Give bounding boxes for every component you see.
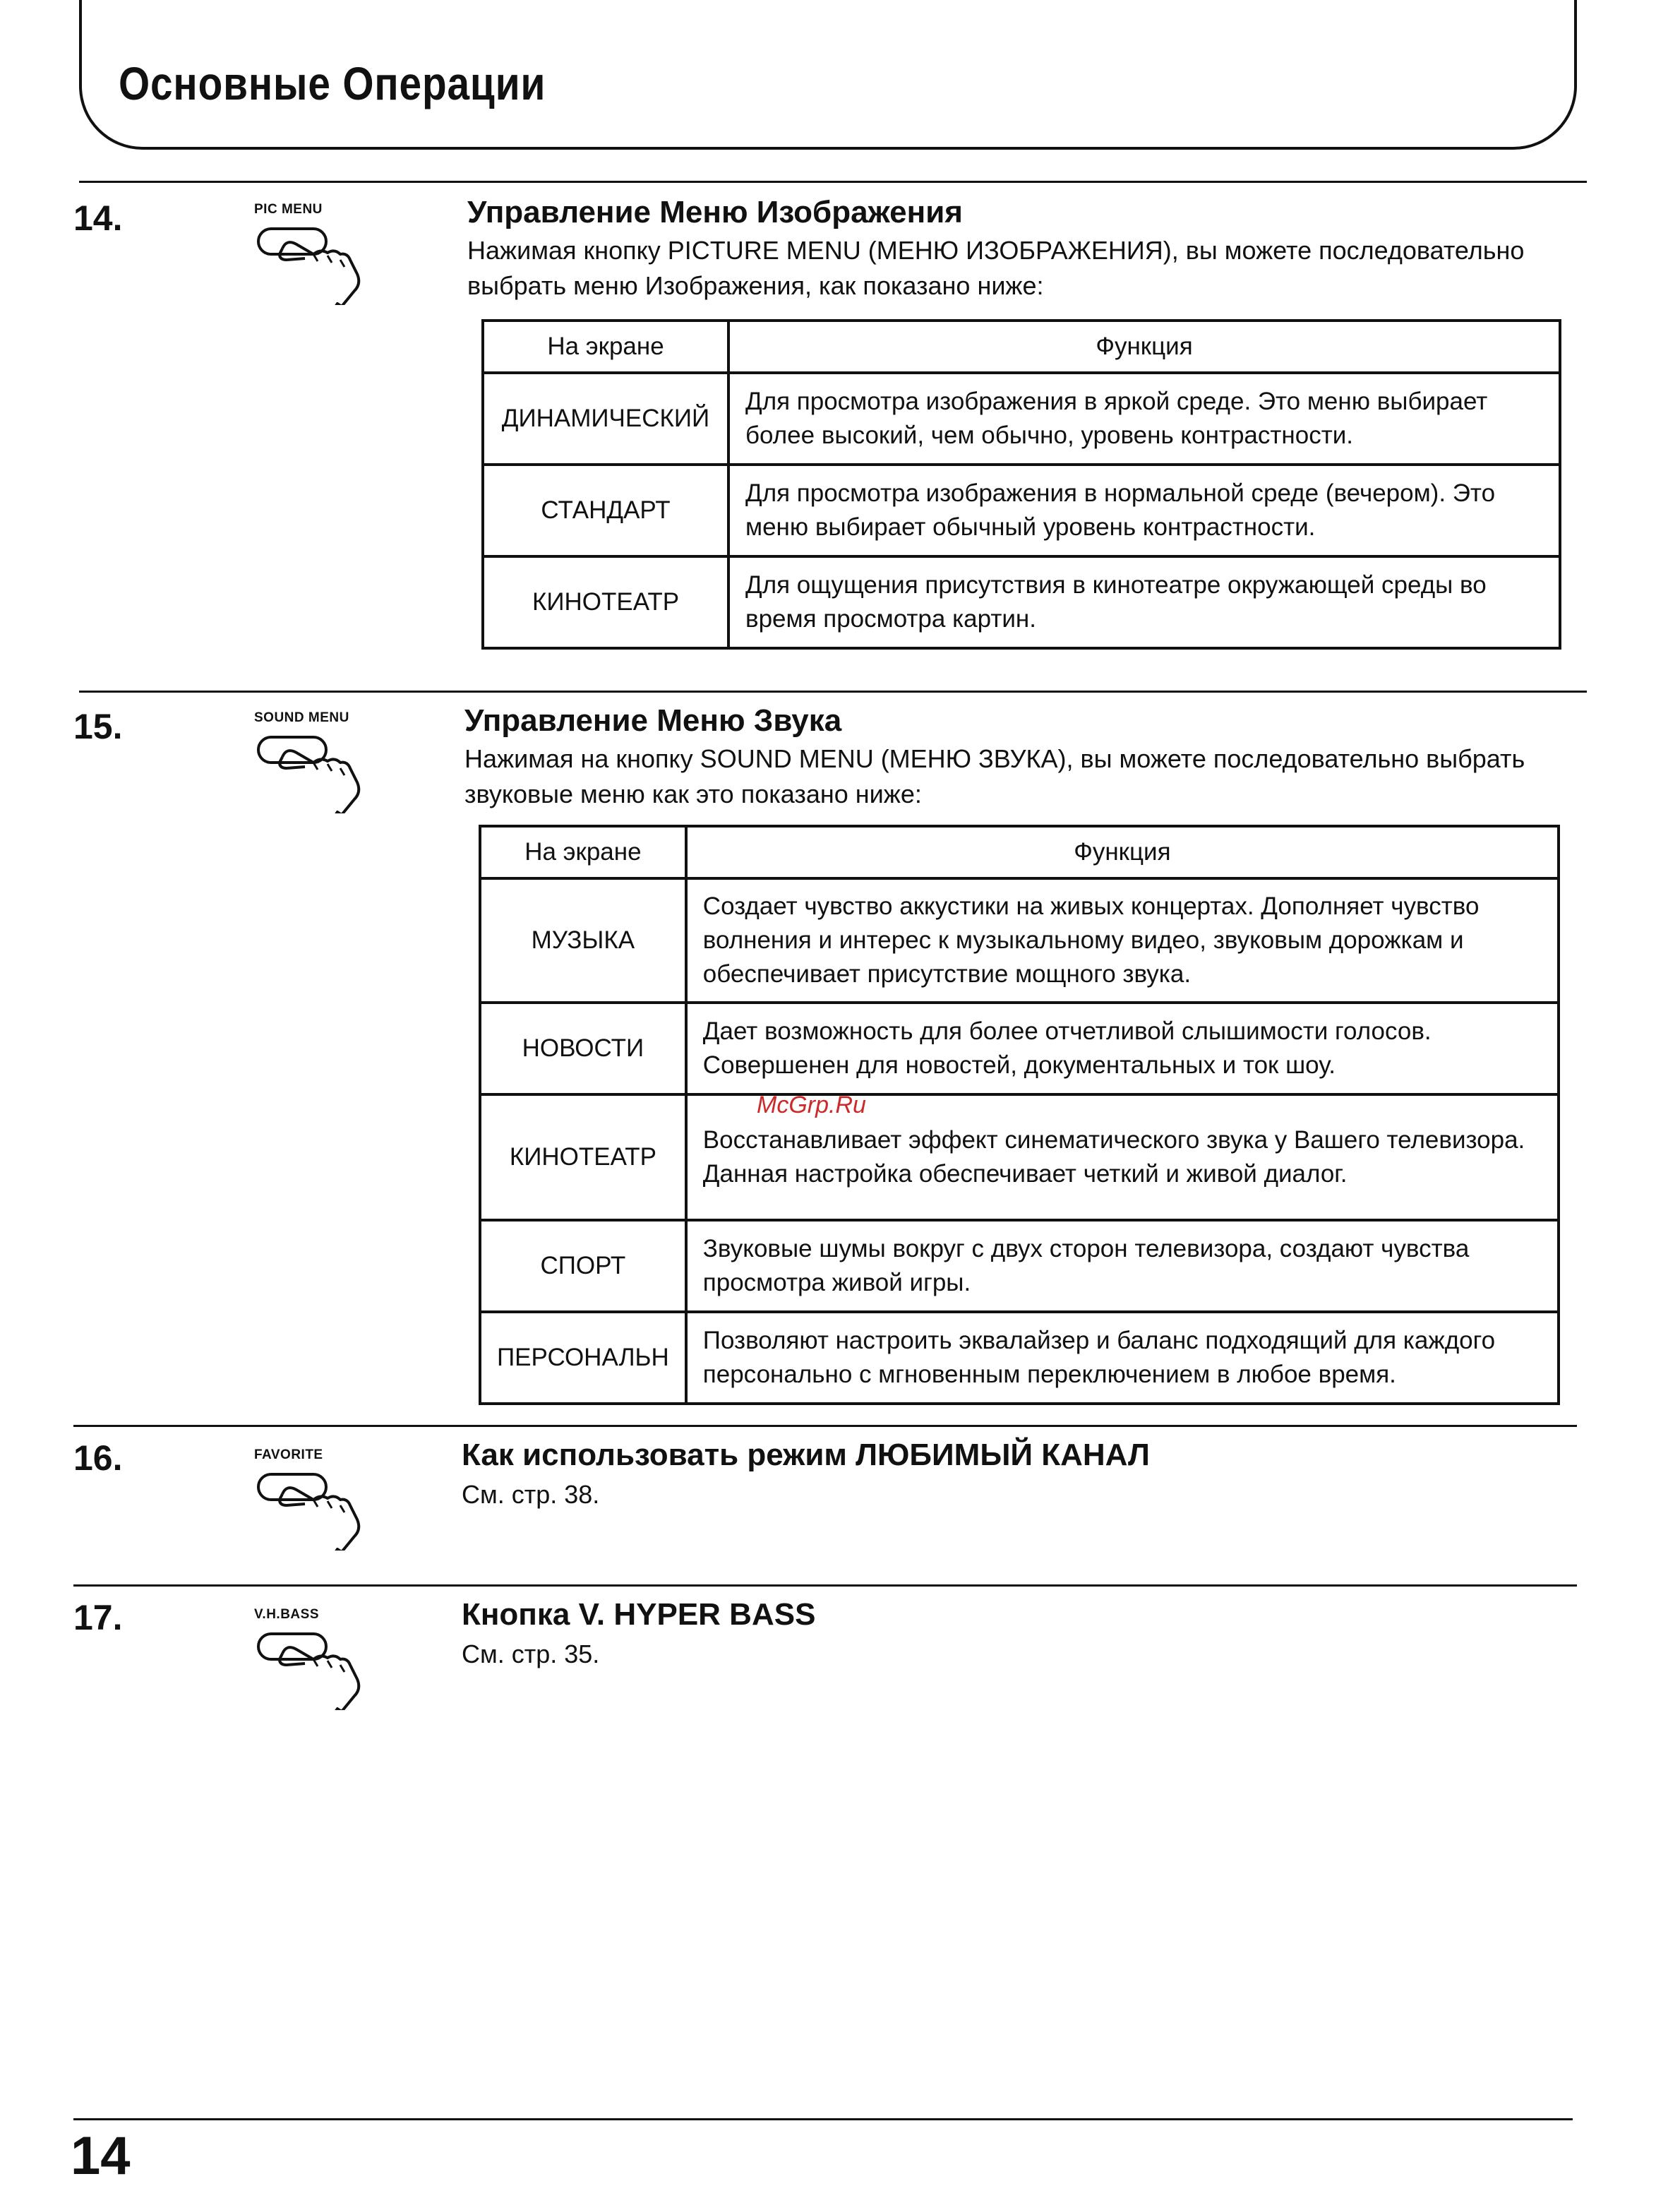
- section-divider: [73, 1584, 1577, 1587]
- hand-press-icon: [254, 220, 374, 305]
- table-row: [480, 1003, 1559, 1094]
- section-title: Как использовать режим ЛЮБИМЫЙ КАНАЛ: [462, 1438, 1150, 1472]
- table-row: [483, 465, 1560, 556]
- section-body: См. стр. 38.: [462, 1480, 600, 1509]
- picture-menu-table: [481, 319, 1561, 650]
- hand-press-icon: [254, 729, 374, 813]
- page-title: Основные Операции: [119, 57, 546, 109]
- function-cell: Для просмотра изображения в яркой среде. Это меню выбирает более высокий, чем обычно, уровень контрастности.: [728, 373, 1560, 465]
- section-body: Нажимая на кнопку SOUND MENU (МЕНЮ ЗВУКА), вы можете последовательно выбрать звуковые меню как это показано ниже:: [464, 744, 1525, 808]
- screen-cell: КИНОТЕАТР: [480, 1094, 686, 1220]
- screen-cell: НОВОСТИ: [480, 1003, 686, 1094]
- function-cell: Позволяют настроить эквалайзер и баланс подходящий для каждого персонально с мгновенным переключением в любое время.: [686, 1312, 1559, 1404]
- table-row: [483, 556, 1560, 648]
- screen-cell: ПЕРСОНАЛЬН: [480, 1312, 686, 1404]
- section-number: 17.: [73, 1598, 123, 1637]
- table-header-row: [483, 321, 1560, 373]
- sound-menu-button-illustration: [247, 710, 381, 823]
- favorite-button-illustration: [247, 1447, 381, 1560]
- watermark: McGrp.Ru: [757, 1092, 866, 1118]
- function-cell: Для просмотра изображения в нормальной среде (вечером). Это меню выбирает обычный уровень контрастности.: [728, 465, 1560, 556]
- column-header-screen: На экране: [480, 826, 686, 878]
- column-header-function: Функция: [686, 826, 1559, 878]
- section-divider: [79, 691, 1587, 693]
- table-row: [480, 1312, 1559, 1404]
- button-label: PIC MENU: [254, 202, 323, 217]
- table-row: [480, 1094, 1559, 1220]
- section-divider: [73, 1425, 1577, 1427]
- section-title: Кнопка V. HYPER BASS: [462, 1597, 816, 1632]
- function-cell: Звуковые шумы вокруг с двух сторон телевизора, создают чувства просмотра живой игры.: [686, 1220, 1559, 1312]
- table-row: [480, 878, 1559, 1003]
- column-header-function: Функция: [728, 321, 1560, 373]
- screen-cell: СТАНДАРТ: [483, 465, 728, 556]
- button-label: FAVORITE: [254, 1447, 323, 1462]
- vh-bass-button-illustration: [247, 1607, 381, 1720]
- function-cell: Восстанавливает эффект синематического звука у Вашего телевизора. Данная настройка обеспечивает четкий и живой диалог.: [686, 1094, 1559, 1220]
- screen-cell: ДИНАМИЧЕСКИЙ: [483, 373, 728, 465]
- section-title: Управление Меню Изображения: [467, 195, 963, 229]
- page-number: 14: [71, 2126, 131, 2186]
- section-divider: [79, 181, 1587, 183]
- screen-cell: СПОРТ: [480, 1220, 686, 1312]
- hand-press-icon: [254, 1625, 374, 1710]
- section-body: Нажимая кнопку PICTURE MENU (МЕНЮ ИЗОБРАЖЕНИЯ), вы можете последовательно выбрать меню Изображения, как показано ниже:: [467, 236, 1525, 300]
- column-header-screen: На экране: [483, 321, 728, 373]
- table-header-row: [480, 826, 1559, 878]
- section-number: 16.: [73, 1438, 123, 1478]
- section-number: 15.: [73, 707, 123, 746]
- button-label: SOUND MENU: [254, 710, 349, 725]
- sound-menu-table: [479, 825, 1560, 1405]
- screen-cell: МУЗЫКА: [480, 878, 686, 1003]
- function-cell: Дает возможность для более отчетливой слышимости голосов. Совершенен для новостей, документальных и ток шоу.: [686, 1003, 1559, 1094]
- section-body: См. стр. 35.: [462, 1639, 600, 1668]
- function-cell: Создает чувство аккустики на живых концертах. Дополняет чувство волнения и интерес к музыкальному видео, звуковым дорожкам и обеспечивает присутствие мощного звука.: [686, 878, 1559, 1003]
- footer-divider: [73, 2118, 1573, 2120]
- section-title: Управление Меню Звука: [464, 703, 842, 738]
- screen-cell: КИНОТЕАТР: [483, 556, 728, 648]
- table-row: [483, 373, 1560, 465]
- button-label: V.H.BASS: [254, 1607, 319, 1622]
- section-number: 14.: [73, 198, 123, 238]
- hand-press-icon: [254, 1466, 374, 1551]
- function-cell: Для ощущения присутствия в кинотеатре окружающей среды во время просмотра картин.: [728, 556, 1560, 648]
- table-row: [480, 1220, 1559, 1312]
- pic-menu-button-illustration: [247, 202, 381, 315]
